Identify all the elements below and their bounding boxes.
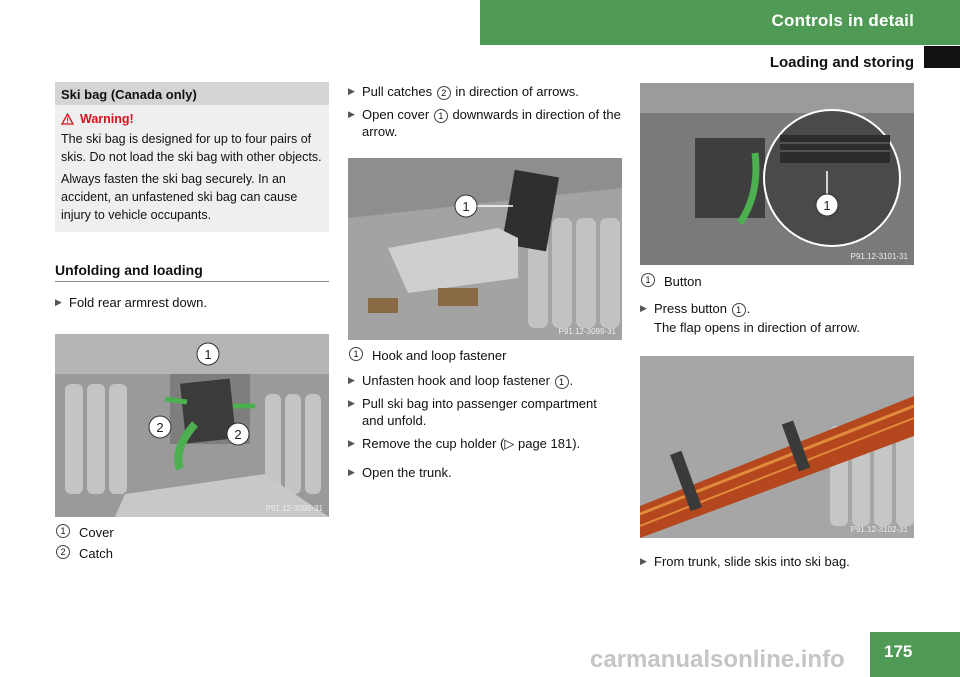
page-number-tab	[870, 632, 960, 677]
warning-text-1: The ski bag is designed for up to four pairs of skis. Do not load the ski bag with other objects.	[61, 132, 322, 164]
step-arrow-icon: ▶	[348, 375, 355, 385]
callout-number: 1	[434, 109, 448, 123]
callout-number: 1	[732, 303, 746, 317]
ski-bag-illustration	[640, 356, 914, 538]
trunk-button-photo	[640, 83, 914, 265]
warning-icon	[61, 113, 74, 125]
step	[55, 294, 329, 311]
section-marker	[924, 46, 960, 68]
callout-number: 1	[641, 273, 655, 287]
page-reference-icon: ▷	[504, 436, 515, 451]
warning-heading	[61, 110, 323, 128]
step-text: Unfasten hook and loop fastener 1 .	[362, 373, 574, 388]
svg-text:1: 1	[204, 347, 212, 362]
svg-text:2: 2	[234, 427, 242, 442]
chapter-title: Controls in detail	[771, 11, 914, 30]
svg-text:2: 2	[156, 420, 164, 435]
column-left	[55, 82, 329, 317]
legend-item	[640, 273, 914, 290]
step-note: The flap opens in direction of arrow.	[654, 320, 860, 335]
column-right-lower	[640, 553, 914, 576]
step-text: Remove the cup holder (▷ page 181).	[362, 436, 581, 451]
step-text: From trunk, slide skis into ski bag.	[654, 554, 850, 569]
callout-number: 1	[349, 347, 363, 361]
column-middle-lower	[348, 347, 622, 487]
legend-text: Hook and loop fastener	[372, 348, 507, 363]
trunk-button-illustration	[640, 83, 914, 265]
section-title: Loading and storing	[769, 54, 914, 71]
column-right	[640, 273, 914, 336]
step	[348, 372, 622, 389]
legend-text: Cover	[79, 525, 114, 540]
step-arrow-icon: ▶	[640, 556, 647, 566]
legend-item	[348, 347, 622, 364]
step-arrow-icon: ▶	[348, 86, 355, 96]
watermark: carmanualsonline.info	[590, 646, 845, 673]
image-code: P91.12-3102-31	[850, 525, 908, 534]
page-number: 175	[884, 642, 913, 661]
step	[348, 83, 622, 100]
step-text: Pull catches 2 in direction of arrows.	[362, 84, 579, 99]
step-arrow-icon: ▶	[348, 438, 355, 448]
hook-fastener-photo	[348, 158, 622, 340]
step-text: Fold rear armrest down.	[69, 295, 207, 310]
legend-left	[55, 524, 329, 566]
step-text: Pull ski bag into passenger compartment and unfold.	[362, 396, 597, 428]
step-arrow-icon: ▶	[640, 303, 647, 313]
callout-number: 1	[555, 375, 569, 389]
subheading: Unfolding and loading	[55, 262, 329, 282]
image-code: P91.12-3099-31	[558, 327, 616, 336]
step-arrow-icon: ▶	[348, 467, 355, 477]
step	[348, 106, 622, 140]
svg-text:1: 1	[462, 199, 470, 214]
hook-fastener-illustration	[348, 158, 622, 340]
legend-text: Button	[664, 274, 702, 289]
step-text: Press button 1 .	[654, 301, 751, 316]
step	[348, 395, 622, 429]
step-arrow-icon: ▶	[348, 398, 355, 408]
ski-bag-photo	[640, 356, 914, 538]
step-arrow-icon: ▶	[348, 109, 355, 119]
chapter-banner	[480, 0, 960, 45]
warning-text-2: Always fasten the ski bag securely. In an accident, an unfastened ski bag can cause injury to vehicle occupants.	[61, 172, 298, 222]
step-arrow-icon: ▶	[55, 297, 62, 307]
step	[348, 435, 622, 452]
callout-number: 2	[56, 545, 70, 559]
box-title: Ski bag (Canada only)	[55, 82, 329, 105]
step	[348, 464, 622, 481]
legend-item	[55, 545, 329, 562]
step	[640, 553, 914, 570]
image-code: P91.12-3101-31	[850, 252, 908, 261]
warning-title: Warning!	[80, 112, 134, 126]
image-code: P91.12-3098-31	[265, 504, 323, 513]
callout-number: 2	[437, 86, 451, 100]
legend-text: Catch	[79, 546, 113, 561]
step	[640, 300, 914, 317]
callout-number: 1	[56, 524, 70, 538]
step-text: Open the trunk.	[362, 465, 452, 480]
step-text: Open cover 1 downwards in direction of the arrow.	[362, 107, 621, 139]
armrest-illustration	[55, 334, 329, 517]
column-middle	[348, 83, 622, 146]
svg-text:1: 1	[823, 198, 831, 213]
armrest-photo	[55, 334, 329, 517]
warning-box	[55, 105, 329, 232]
legend-item	[55, 524, 329, 541]
